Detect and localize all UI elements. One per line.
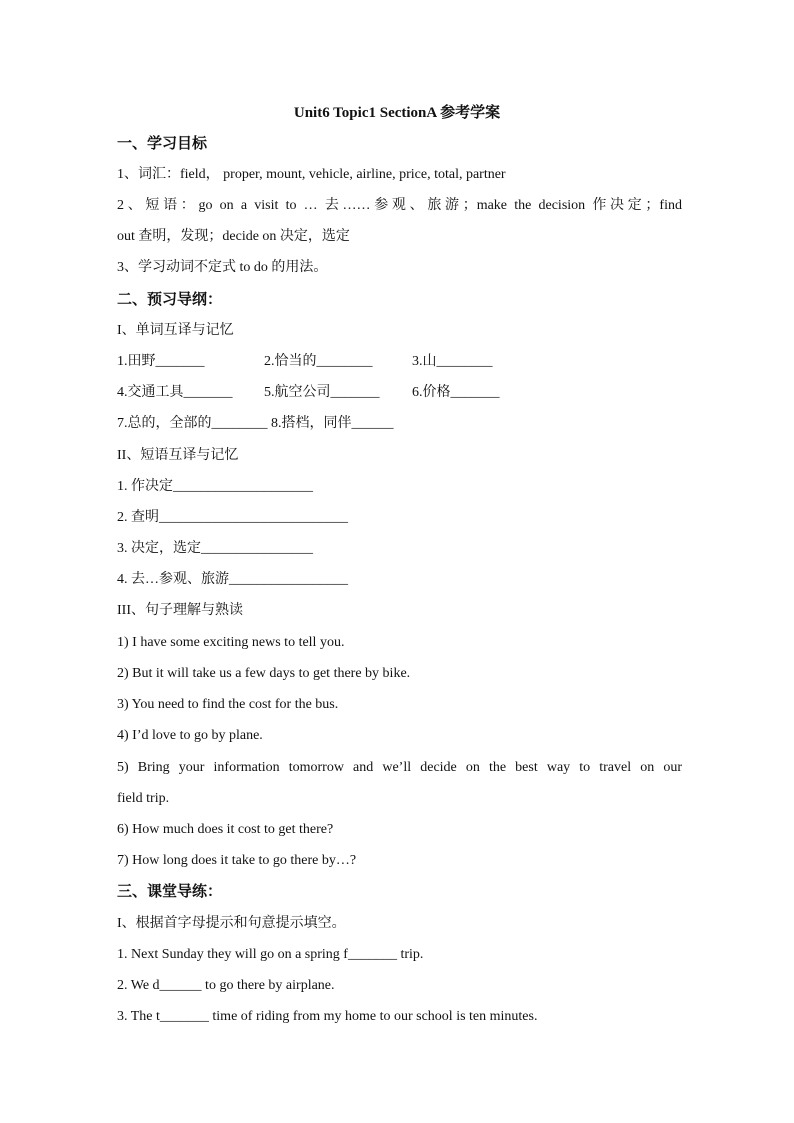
sentences-heading: III、句子理解与熟读	[117, 603, 243, 618]
sentence-item-continued: field trip.	[117, 791, 170, 806]
word-item: 6.价格_______	[412, 385, 500, 400]
goal-vocabulary: 1、词汇：field， proper, mount, vehicle, airline, price, total, partner	[117, 167, 506, 182]
sentence-item: 7) How long does it take to go there by…?	[117, 853, 357, 868]
goal-grammar: 3、学习动词不定式 to do 的用法。	[117, 260, 328, 275]
phrases-heading: II、短语互译与记忆	[117, 448, 239, 463]
phrase-item: 3. 决定，选定________________	[117, 541, 313, 556]
exercise-item: 3. The t_______ time of riding from my home to our school is ten minutes.	[117, 1009, 538, 1024]
phrase-item: 4. 去…参观、旅游_________________	[117, 572, 348, 587]
words-row-2	[117, 382, 682, 404]
words-row-1	[117, 351, 682, 373]
page-title: Unit6 Topic1 SectionA 参考学案	[293, 105, 501, 121]
exercise-item: 1. Next Sunday they will go on a spring f_______ trip.	[117, 947, 424, 962]
exercise-item: 2. We d______ to go there by airplane.	[117, 978, 335, 993]
sentence-item: 3) You need to find the cost for the bus.	[117, 697, 339, 712]
sentence-item: 4) I’d love to go by plane.	[117, 728, 263, 743]
section1-heading: 一、学习目标	[117, 136, 208, 152]
sentence-item: 1) I have some exciting news to tell you.	[117, 635, 345, 650]
sentence-item: 2) But it will take us a few days to get there by bike.	[117, 666, 411, 681]
word-item: 3.山________	[412, 354, 493, 369]
sentence-item: 6) How much does it cost to get there?	[117, 822, 334, 837]
word-item: 5.航空公司_______	[264, 385, 380, 400]
phrase-item: 1. 作决定____________________	[117, 479, 313, 494]
word-item: 2.恰当的________	[264, 354, 373, 369]
section3-heading: 三、课堂导练：	[117, 884, 223, 900]
section2-heading: 二、预习导纲：	[117, 292, 223, 308]
word-item: 4.交通工具_______	[117, 385, 233, 400]
words-heading: I、单词互译与记忆	[117, 323, 234, 338]
goal-phrases-line1: 2、短语：go on a visit to … 去……参观、旅游；make the decision 作决定；find	[117, 198, 682, 213]
goal-phrases-line2: out 查明，发现；decide on 决定，选定	[117, 229, 350, 244]
words-row-3: 7.总的，全部的________ 8.搭档，同伴______	[117, 416, 394, 431]
fill-blank-heading: I、根据首字母提示和句意提示填空。	[117, 916, 346, 931]
phrase-item: 2. 查明___________________________	[117, 510, 348, 525]
sentence-item: 5) Bring your information tomorrow and we’ll decide on the best way to travel on our	[117, 760, 682, 775]
word-item: 1.田野_______	[117, 354, 205, 369]
